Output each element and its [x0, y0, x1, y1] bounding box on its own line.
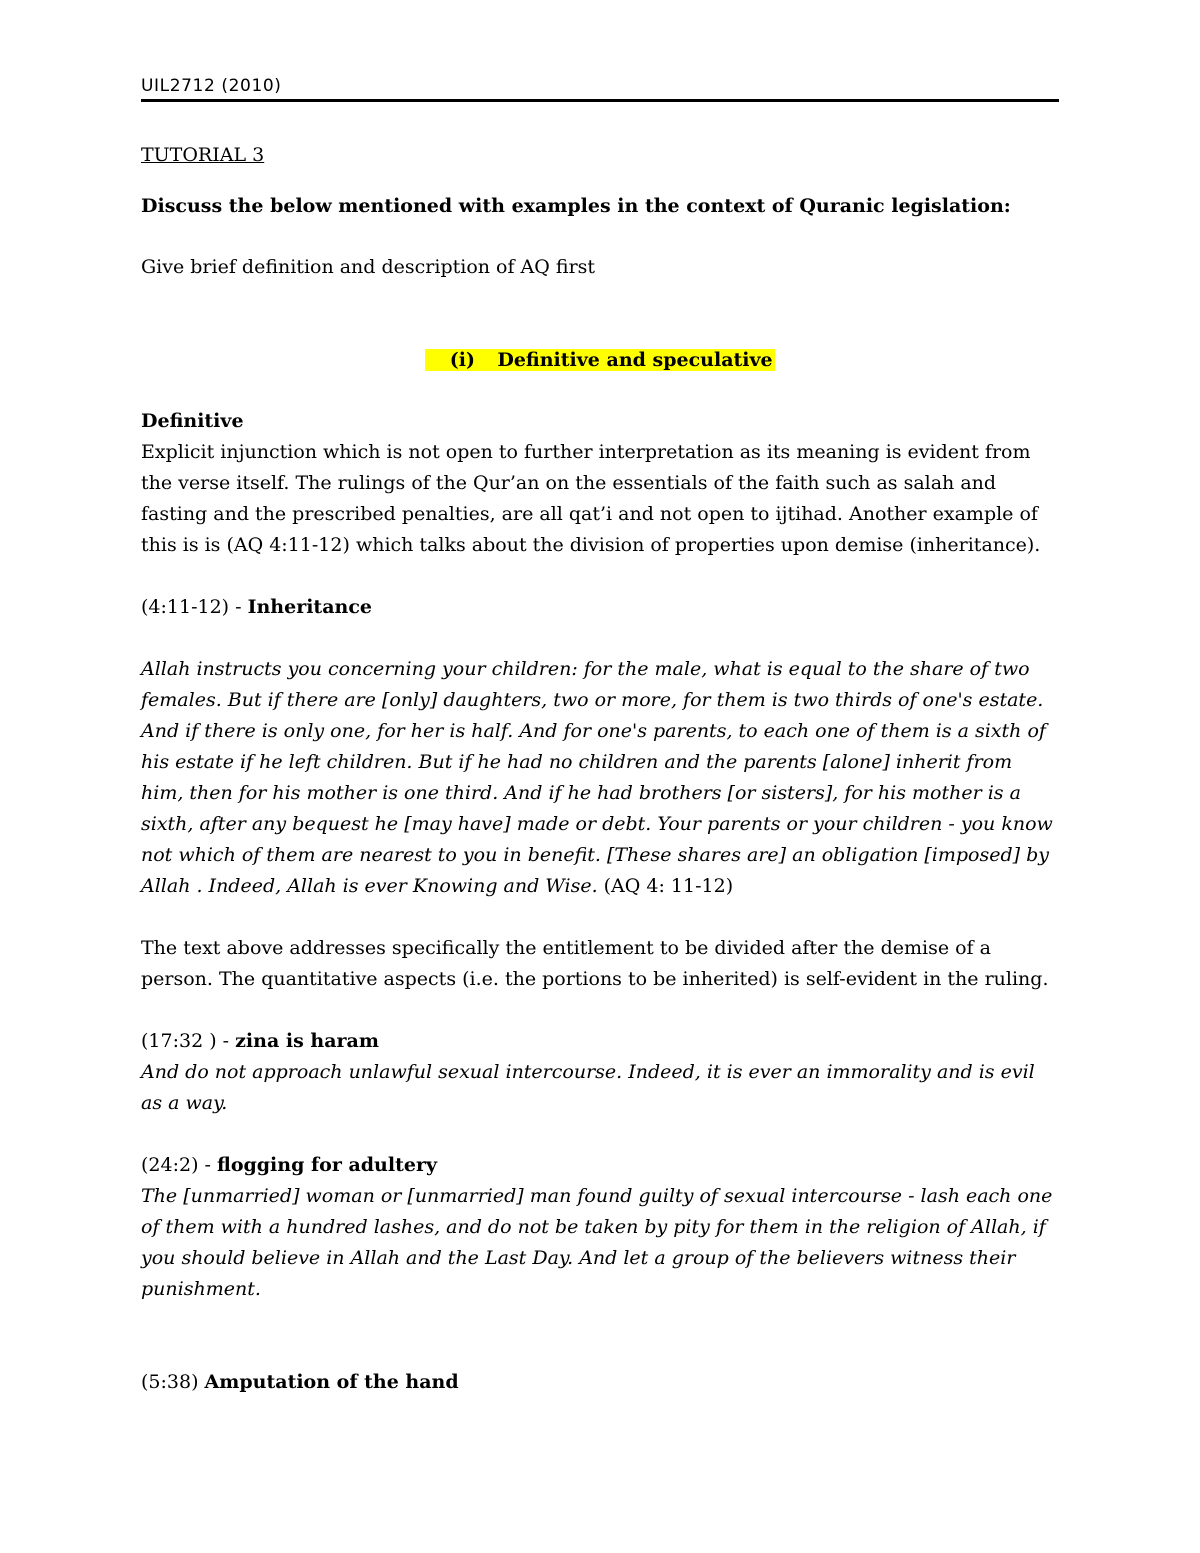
amputation-ref: (5:38) [141, 1371, 205, 1393]
definitive-body: Explicit injunction which is not open to further interpretation as its meaning is evident from the verse itself. The rulings of the Qur’an on the essentials of the faith such as salah and fasting and the prescribed penalties, are all qat’i and not open to ijtihad. Another example of this is is (AQ 4:11-12) which talks about the division of properties upon demise (inheritance). [141, 441, 1041, 556]
flogging-verse: The [unmarried] woman or [unmarried] man found guilty of sexual intercourse - lash each one of them with a hundred lashes, and do not be taken by pity for them in the religion of Allah, if you should believe in Allah and the Last Day. And let a group of the believers witness their punishment. [141, 1185, 1053, 1300]
definitive-heading: Definitive [141, 410, 244, 432]
zina-ref: (17:32 ) - [141, 1030, 236, 1052]
flogging-ref: (24:2) - [141, 1154, 217, 1176]
section-heading [141, 345, 1059, 376]
inheritance-ref: (4:11-12) - [141, 596, 248, 618]
inheritance-heading [141, 592, 1059, 623]
header-divider [141, 99, 1059, 102]
question-prompt: Discuss the below mentioned with examples in the context of Quranic legislation: [141, 195, 1011, 217]
amputation-label: Amputation of the hand [204, 1371, 459, 1393]
inheritance-citation: (AQ 4: 11-12) [597, 875, 734, 897]
inheritance-commentary: The text above addresses specifically the entitlement to be divided after the demise of a person. The quantitative aspects (i.e. the portions to be inherited) is self-evident in the ruling. [141, 937, 1049, 990]
section-numeral: (i) [449, 349, 475, 371]
document-body [141, 140, 1059, 1398]
zina-label: zina is haram [235, 1030, 379, 1052]
instruction-text: Give brief definition and description of AQ first [141, 256, 596, 278]
flogging-label: flogging for adultery [217, 1154, 438, 1176]
zina-verse: And do not approach unlawful sexual intercourse. Indeed, it is ever an immorality and is evil as a way. [141, 1061, 1035, 1114]
course-code-header: UIL2712 (2010) [141, 76, 282, 96]
inheritance-verse: Allah instructs you concerning your children: for the male, what is equal to the share of two females. But if there are [only] daughters, two or more, for them is two thirds of one's estate. And if there is only one, for her is half. And for one's parents, to each one of them is a sixth of his estate if he left children. But if he had no children and the parents [alone] inherit from him, then for his mother is one third. And if he had brothers [or sisters], for his mother is a sixth, after any bequest he [may have] made or debt. Your parents or your children - you know not which of them are nearest to you in benefit. [These shares are] an obligation [imposed] by Allah . Indeed, Allah is ever Knowing and Wise. [141, 658, 1053, 897]
flogging-heading [141, 1150, 1059, 1181]
highlighted-section-title [425, 349, 774, 371]
inheritance-verse-paragraph [141, 654, 1059, 902]
amputation-heading [141, 1367, 1059, 1398]
inheritance-label: Inheritance [247, 596, 372, 618]
zina-heading [141, 1026, 1059, 1057]
section-title: Definitive and speculative [497, 349, 773, 371]
tutorial-title: TUTORIAL 3 [141, 144, 265, 166]
